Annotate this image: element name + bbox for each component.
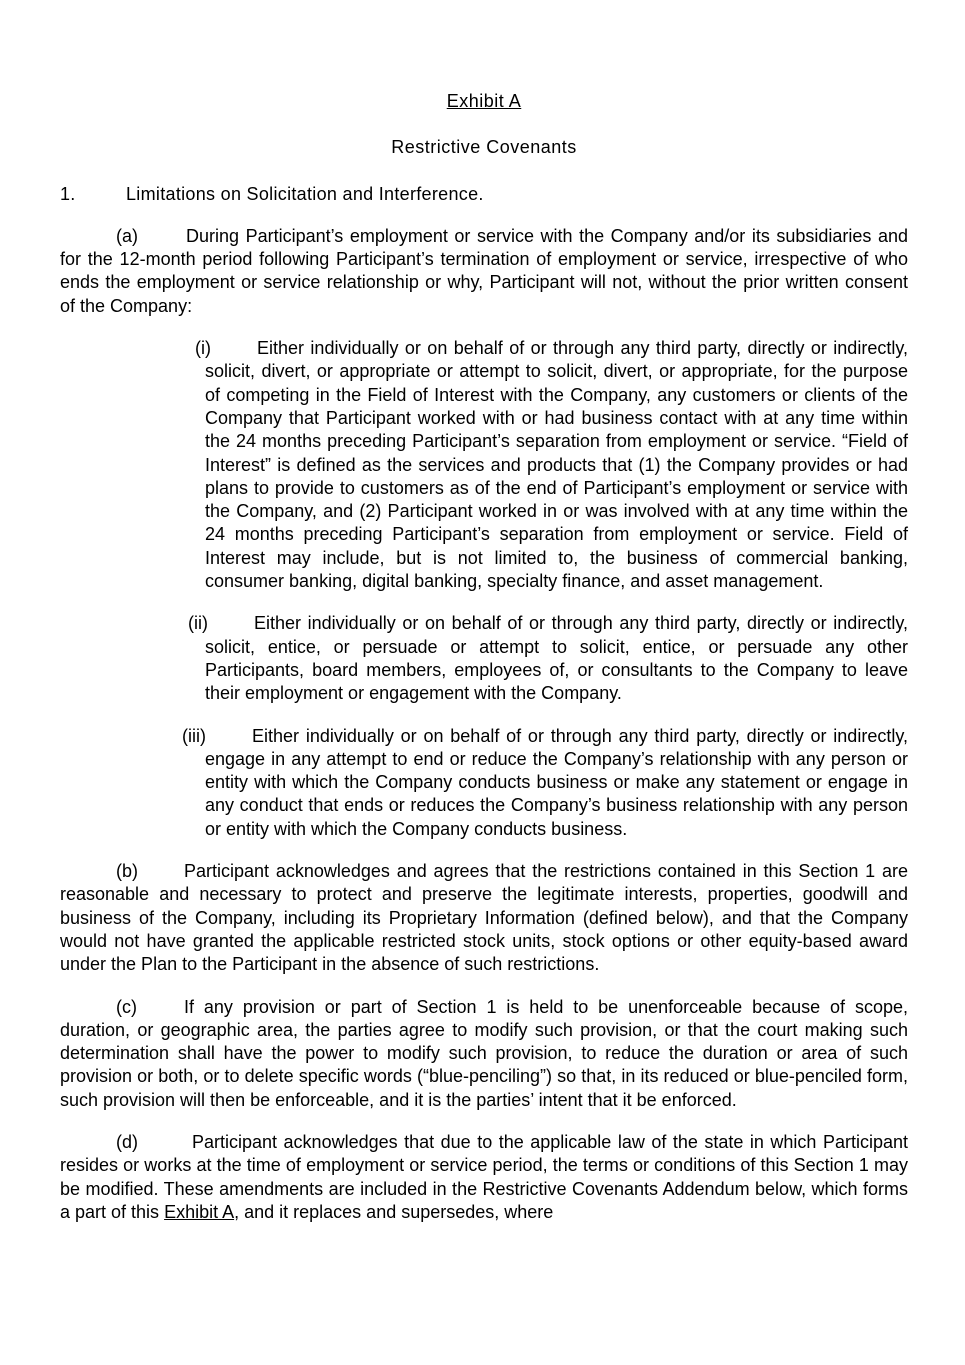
section-1-heading [60,183,908,206]
subparagraph-ii-label: (ii) [188,613,208,634]
section-heading-text: Limitations on Solicitation and Interference. [126,183,484,204]
subparagraph-i [195,337,908,593]
paragraph-d [60,1131,908,1224]
subparagraph-iii [182,725,908,841]
document-subtitle: Restrictive Covenants [391,137,577,158]
paragraph-d-text: Participant acknowledges that due to the applicable law of the state in which Participant resides or works at the time of employment or service period, the terms or conditions of this Section 1 may be modified. These amendments are included in the Restrictive Covenants Addendum below, which forms a part of this [60,1131,908,1222]
subparagraph-ii-text: Either individually or on behalf of or through any third party, directly or indirectly, solicit, entice, or persuade or attempt to solicit, entice, or persuade any other Participants, board members, employees of, or consultants to the Company to leave their employment or engagement with the Company. [205,613,908,704]
paragraph-d-text-end: , and it replaces and supersedes, where [234,1201,554,1222]
paragraph-b-text: Participant acknowledges and agrees that the restrictions contained in this Section 1 are reasonable and necessary to protect and preserve the legitimate interests, properties, goodwill and business of the Company, including its Proprietary Information (defined below), and that the Company would not have granted the applicable restricted stock units, stock options or other equity-based award under the Plan to the Participant in the absence of such restrictions. [60,861,908,975]
subparagraph-ii [188,612,908,705]
paragraph-a-label: (a) [116,225,138,246]
exhibit-title: Exhibit A [446,91,522,111]
subparagraph-i-text: Either individually or on behalf of or through any third party, directly or indirectly, solicit, divert, or appropriate or attempt to solicit, divert, or appropriate, for the purpose of competing in the Field of Interest with the Company, any customers or clients of the Company that Participant worked with or had business contact with at any time within the 24 months preceding Participant’s separation from employment or service. “Field of Interest” is defined as the services and products that (1) the Company provides or had plans to provide to customers as of the end of Participant’s employment or service with the Company, and (2) Participant worked in or was involved with at any time within the 24 months preceding Participant’s separation from employment or service. Field of Interest may include, but is not limited to, the business of commercial banking, consumer banking, digital banking, specialty finance, and asset management. [205,338,908,592]
exhibit-a-reference: Exhibit A [164,1201,235,1222]
paragraph-c [60,996,908,1112]
document-page [60,90,908,1243]
section-number: 1. [60,183,76,204]
paragraph-a-text: During Participant’s employment or service with the Company and/or its subsidiaries and for the 12-month period following Participant’s termination of employment or service, irrespective of who ends the employment or service relationship or why, Participant will not, without the prior written consent of the Company: [60,225,908,316]
subparagraph-iii-text: Either individually or on behalf of or through any third party, directly or indirectly, engage in any attempt to end or reduce the Company’s relationship with any person or entity with which the Company conducts business or make any statement or engage in any conduct that ends or reduces the Company’s business relationship with any person or entity with which the Company conducts business. [205,725,908,839]
subparagraph-i-label: (i) [195,338,211,359]
paragraph-b-label: (b) [116,861,138,882]
paragraph-a [60,225,908,318]
subparagraph-iii-label: (iii) [182,725,206,746]
paragraph-d-label: (d) [116,1131,138,1152]
paragraph-b [60,860,908,976]
paragraph-c-text: If any provision or part of Section 1 is held to be unenforceable because of scope, duration, or geographic area, the parties agree to modify such provision, or that the court making such determination shall have the power to modify such provision, to reduce the duration or area of such provision or both, or to delete specific words (“blue-penciling”) so that, in its reduced or blue-penciled form, such provision will then be enforceable, and it is the parties’ intent that it be enforced. [60,996,908,1110]
paragraph-c-label: (c) [116,996,137,1017]
